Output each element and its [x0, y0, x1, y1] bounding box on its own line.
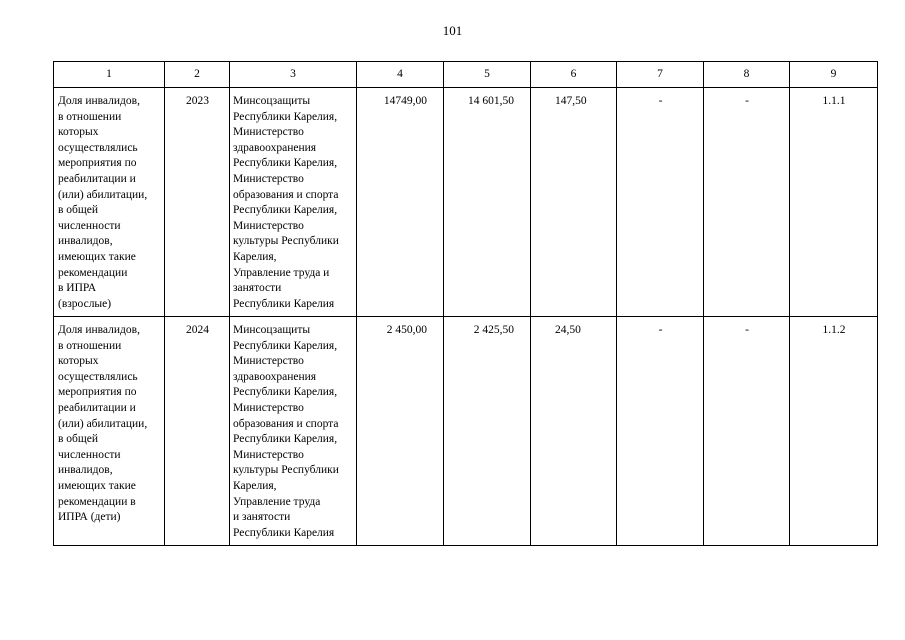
indicator-cell: Доля инвалидов, в отношении которых осуществлялись мероприятия по реабилитации и (или) абилитации, в общей численности инвалидов, имеющих такие рекомендации в ИПРА (взрослые)	[58, 95, 148, 310]
column-header: 5	[444, 62, 531, 88]
value-cell-col8: -	[745, 324, 749, 336]
value-cell-col4: 2 450,00	[386, 324, 427, 336]
value-cell-col5: 14 601,50	[468, 95, 514, 107]
value-cell-col5: 2 425,50	[473, 324, 514, 336]
table-row	[54, 317, 878, 546]
year-cell: 2024	[186, 324, 209, 336]
column-header: 7	[617, 62, 704, 88]
reference-cell: 1.1.2	[822, 324, 846, 336]
column-header: 8	[704, 62, 790, 88]
value-cell-col6: 24,50	[555, 324, 581, 336]
column-header: 2	[165, 62, 230, 88]
value-cell-col4: 14749,00	[383, 95, 427, 107]
value-cell-col7: -	[658, 324, 663, 336]
reference-cell: 1.1.1	[822, 95, 846, 107]
year-cell: 2023	[186, 95, 209, 107]
column-header: 3	[230, 62, 357, 88]
indicator-cell: Доля инвалидов, в отношении которых осуществлялись мероприятия по реабилитации и (или) абилитации, в общей численности инвалидов, имеющих такие рекомендации в ИПРА (дети)	[58, 324, 148, 524]
data-table	[53, 61, 878, 546]
value-cell-col8: -	[745, 95, 749, 107]
column-header: 4	[357, 62, 444, 88]
value-cell-col6: 147,50	[555, 95, 587, 107]
executors-cell: Минсоцзащиты Республики Карелия, Министерство здравоохранения Республики Карелия, Министерство образования и спорта Республики Карелия, Министерство культуры Республики Карелия, Управление труда и занятости Республики Карелия	[233, 324, 339, 539]
column-header: 9	[790, 62, 878, 88]
value-cell-col7: -	[658, 95, 663, 107]
table-row	[54, 88, 878, 317]
column-header: 6	[531, 62, 617, 88]
column-header: 1	[54, 62, 165, 88]
page-number: 101	[442, 23, 463, 38]
table-header-row	[54, 62, 878, 88]
executors-cell: Минсоцзащиты Республики Карелия, Министерство здравоохранения Республики Карелия, Министерство образования и спорта Республики Карелия, Министерство культуры Республики Карелия, Управление труда и занятости Республики Карелия	[233, 95, 339, 310]
